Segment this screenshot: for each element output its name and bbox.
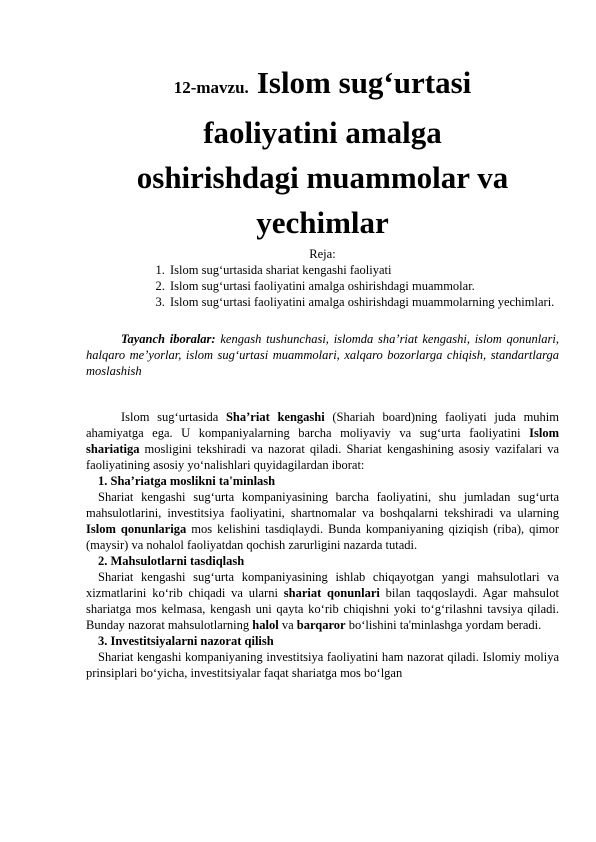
section-3-paragraph	[86, 649, 559, 681]
intro-bold-1: Sha’riat kengashi	[225, 410, 325, 424]
plan-item-2: 2. Islom sug‘urtasi faoliyatini amalga oshirishdagi muammolar.	[168, 278, 559, 294]
keywords-label: Tayanch iboralar:	[121, 332, 216, 346]
section-2-text-3: va	[278, 618, 297, 632]
section-1-paragraph	[86, 489, 559, 553]
section-2-text-4: bo‘lishini ta'minlashga yordam beradi.	[345, 618, 542, 632]
keywords-paragraph	[86, 331, 559, 379]
intro-bold-2: Islom shariatiga	[86, 426, 559, 456]
intro-text-3: mosligini tekshiradi va nazorat qiladi. Shariat kengashining asosiy vazifalari va faoliyatining asosiy yo‘nalishlari quyidagilardan iborat:	[86, 442, 559, 472]
section-2-text-2: bilan taqqoslaydi. Agar mahsulot shariatga mos kelmasa, kengash uni qayta ko‘rib chiqishni yoki to‘g‘rilashni tavsiya qiladi. Bunday nazorat mahsulotlarning	[86, 586, 559, 632]
section-2-bold-3: barqaror	[296, 618, 346, 632]
title-line-4: yechimlar	[256, 205, 389, 240]
intro-text-2: (Shariah board)ning faoliyati juda muhim ahamiyatga ega. U kompaniyalarning barcha moliyaviy va sug‘urta faoliyatini	[86, 410, 559, 440]
plan-label: Reja:	[309, 247, 336, 261]
page-title	[86, 60, 559, 245]
section-1-text-1: Shariat kengashi sug‘urta kompaniyasining barcha faoliyatini, shu jumladan sug‘urta mahsulotlarini, investitsiya faoliyatini, shartnomalar va boshqalarni tekshiradi va ularning	[86, 490, 559, 520]
topic-label: 12-mavzu.	[173, 78, 249, 97]
keywords-text: kengash tushunchasi, islomda sha’riat kengashi, islom qonunlari, halqaro me’yorlar, islom sug‘urtasi muammolari, xalqaro bozorlarga chiqish, standartlarga moslashish	[86, 332, 559, 378]
section-3-heading: 3. Investitsiyalarni nazorat qilish	[98, 634, 274, 648]
section-2-text-1: Shariat kengashi sug‘urta kompaniyasining ishlab chiqayotgan yangi mahsulotlari va xizmatlarini ko‘rib chiqadi va ularni	[86, 570, 559, 600]
plan-list	[86, 262, 559, 310]
intro-text-1: Islom sug‘urtasida	[121, 410, 226, 424]
section-3-text-1: Shariat kengashi kompaniyaning investitsiya faoliyatini ham nazorat qiladi. Islomiy moliya prinsiplari bo‘yicha, investitsiyalar faqat shariatga mos bo‘lgan	[86, 650, 559, 680]
section-2-bold-2: halol	[252, 618, 279, 632]
section-1-text-2: mos kelishini tasdiqlaydi. Bunda kompaniyaning qiziqish (riba), qimor (maysir) va nohalol faoliyatdan qochish zarurligini nazarda tutadi.	[86, 522, 560, 552]
plan-item-3: 3. Islom sug‘urtasi faoliyatini amalga oshirishdagi muammolarning yechimlari.	[168, 294, 559, 310]
section-1-heading: 1. Sha’riatga moslikni ta'minlash	[98, 474, 276, 488]
title-line-1: Islom sug‘urtasi	[256, 65, 472, 100]
title-line-2: faoliyatini amalga	[203, 115, 442, 150]
section-1-bold-1: Islom qonunlariga	[86, 522, 187, 536]
intro-paragraph	[86, 409, 559, 473]
section-2-heading: 2. Mahsulotlarni tasdiqlash	[98, 554, 245, 568]
section-2-paragraph	[86, 569, 559, 633]
section-2-bold-1: shariat qonunlari	[283, 586, 380, 600]
title-line-3: oshirishdagi muammolar va	[136, 160, 509, 195]
document-page	[86, 60, 559, 681]
plan-item-1: 1. Islom sug‘urtasida shariat kengashi faoliyati	[168, 262, 559, 278]
